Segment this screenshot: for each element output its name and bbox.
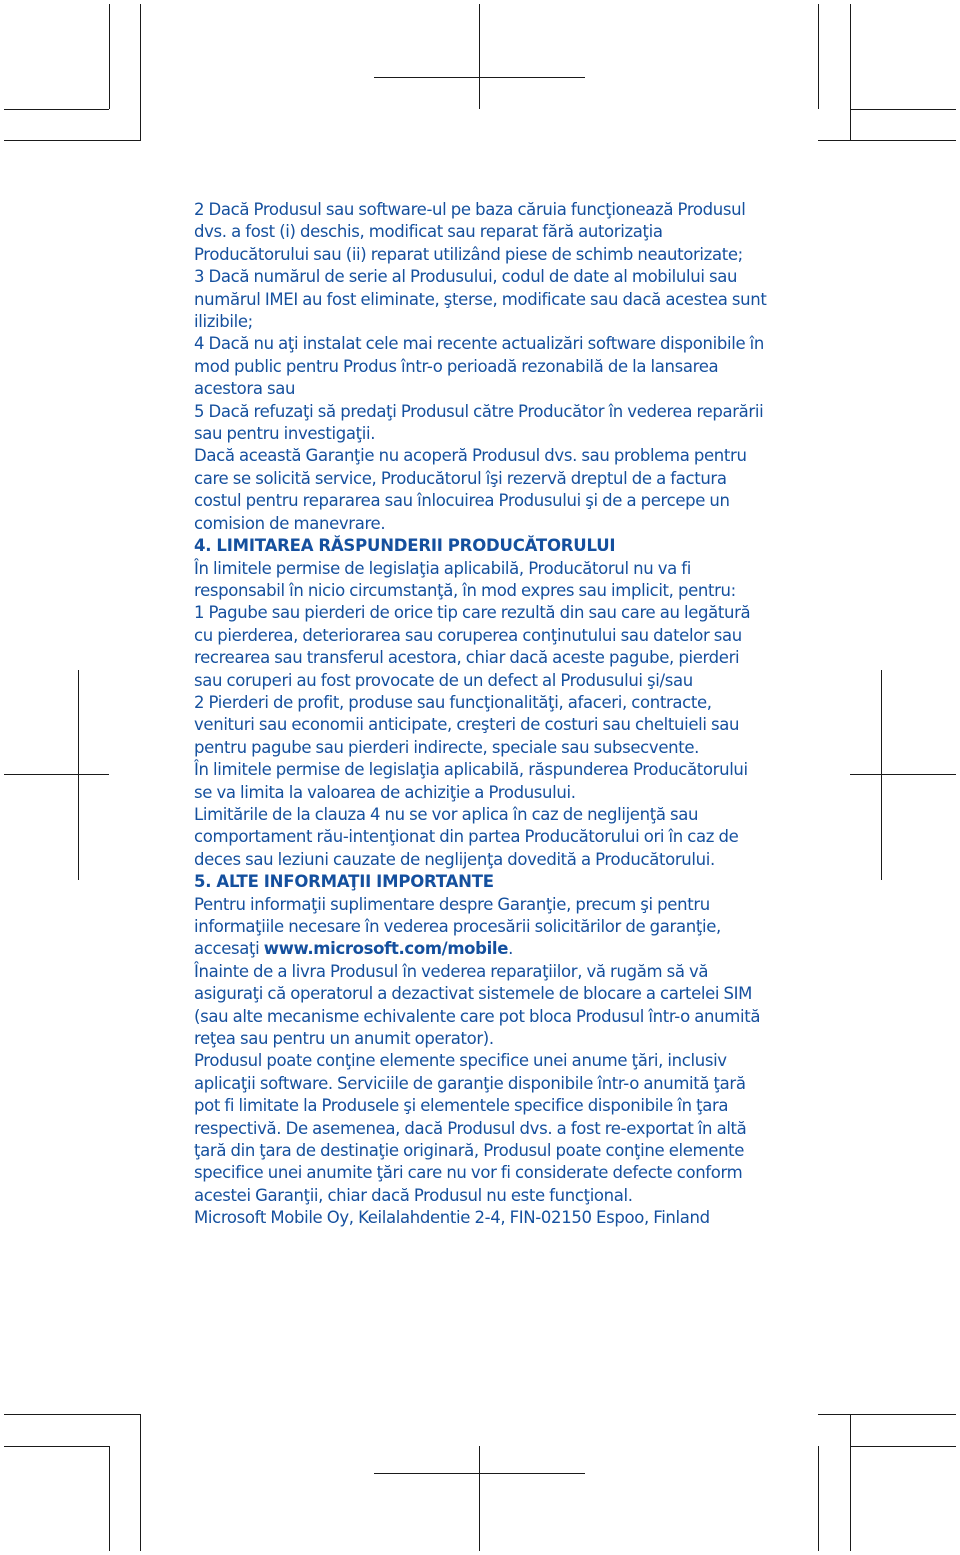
crop-mark-bottom-right-vertical	[818, 1446, 819, 1551]
exclusion-item-2: 2 Dacă Produsul sau software-ul pe baza căruia funcţionează Produsul dvs. a fost (i) deschis, modificat sau reparat fără autorizaţia Producătorului sau (ii) reparat utilizând piese de schimb neautorizate;	[194, 200, 746, 264]
warranty-text-body	[194, 199, 769, 1230]
crop-mark-bottom-left-vertical-2	[140, 1414, 141, 1551]
section-4-heading: 4. LIMITAREA RĂSPUNDERII PRODUCĂTORULUI	[194, 536, 616, 556]
sim-lock-paragraph: Înainte de a livra Produsul în vederea reparaţiilor, vă rugăm să vă asiguraţi că operatorul a dezactivat sistemele de blocare a cartelei SIM (sau alte mecanisme echivalente care pot bloca Produsul într-o anumită reţea sau pentru un anumit operator).	[194, 961, 761, 1049]
manufacturer-address: Microsoft Mobile Oy, Keilalahdentie 2-4, FIN-02150 Espoo, Finland	[194, 1208, 710, 1228]
exclusion-item-4: 4 Dacă nu aţi instalat cele mai recente actualizări software disponibile în mod public pentru Produs într-o perioadă rezonabilă de la lansarea acestora sau	[194, 334, 764, 399]
microsoft-mobile-link[interactable]: www.microsoft.com/mobile	[263, 939, 509, 959]
crop-mark-bottom-left-horizontal	[4, 1446, 109, 1447]
liability-limit-paragraph: În limitele permise de legislaţia aplicabilă, răspunderea Producătorului se va limita la valoarea de achiziţie a Produsului.	[194, 760, 748, 802]
crop-mark-bottom-right-horizontal	[850, 1446, 956, 1447]
crop-mark-top-right-vertical-2	[850, 4, 851, 141]
section-5-heading: 5. ALTE INFORMAŢII IMPORTANTE	[194, 872, 494, 892]
crop-mark-top-left-horizontal	[4, 109, 109, 110]
more-info-paragraph	[194, 894, 769, 961]
crop-mark-top-right-vertical	[818, 4, 819, 109]
crop-mark-top-right-horizontal	[850, 109, 956, 110]
limitations-exception-paragraph: Limitările de la clauza 4 nu se vor aplica în caz de neglijenţă sau comportament rău-intenţionat din partea Producătorului ori în caz de deces sau leziuni cauzate de neglijenţa dovedită a Producătorului.	[194, 804, 739, 869]
more-info-period: .	[508, 939, 513, 959]
crop-mark-middle-left-vertical	[78, 670, 79, 880]
non-covered-service-paragraph: Dacă această Garanţie nu acoperă Produsul dvs. sau problema pentru care se solicită service, Producătorul îşi rezervă dreptul de a factura costul pentru repararea sau înlocuirea Produsului şi de a percepe un comision de manevrare.	[194, 446, 747, 533]
crop-mark-top-left-vertical-2	[140, 4, 141, 141]
crop-mark-top-center-vertical	[479, 4, 480, 109]
crop-mark-top-right-horizontal-2	[818, 140, 956, 141]
exclusion-item-3: 3 Dacă numărul de serie al Produsului, codul de date al mobilului sau numărul IMEI au fost eliminate, şterse, modificate sau dacă acestea sunt ilizibile;	[194, 267, 767, 332]
crop-mark-middle-right-horizontal	[850, 774, 956, 775]
liability-item-2: 2 Pierderi de profit, produse sau funcţionalităţi, afaceri, contracte, venituri sau economii anticipate, creşteri de costuri sau cheltuieli sau pentru pagube sau pierderi indirecte, speciale sau subsecvente.	[194, 692, 740, 757]
crop-mark-middle-right-vertical	[881, 670, 882, 880]
crop-mark-bottom-center-vertical	[479, 1446, 480, 1551]
exclusion-item-5: 5 Dacă refuzaţi să predaţi Produsul către Producător în vederea reparării sau pentru investigaţii.	[194, 401, 764, 444]
crop-mark-bottom-right-vertical-2	[850, 1414, 851, 1551]
liability-item-1: 1 Pagube sau pierderi de orice tip care rezultă din sau care au legătură cu pierderea, deteriorarea sau coruperea conţinutului sau datelor sau recrearea sau transferul acestora, chiar dacă aceste pagube, pierderi sau coruperi au fost provocate de un defect al Produsului şi/sau	[194, 603, 751, 690]
crop-mark-top-left-vertical	[109, 4, 110, 109]
crop-mark-bottom-right-horizontal-2	[818, 1414, 956, 1415]
crop-mark-top-left-horizontal-2	[4, 140, 140, 141]
crop-mark-bottom-left-horizontal-2	[4, 1414, 140, 1415]
more-info-text: Pentru informaţii suplimentare despre Garanţie, precum şi pentru informaţiile necesare în vederea procesării solicitărilor de garanţie, accesaţi	[194, 894, 721, 959]
crop-mark-middle-left-horizontal	[4, 774, 109, 775]
liability-intro-paragraph: În limitele permise de legislaţia aplicabilă, Producătorul nu va fi responsabil în nicio circumstanţă, în mod expres sau implicit, pentru:	[194, 558, 736, 600]
country-specific-paragraph: Produsul poate conţine elemente specifice unei anume ţări, inclusiv aplicaţii software. Serviciile de garanţie disponibile într-o anumită ţară pot fi limitate la Produsele şi elementele specifice disponibile în ţara respectivă. De asemenea, dacă Produsul dvs. a fost re-exportat în altă ţară din ţara de destinaţie originară, Produsul poate conţine elemente specifice unei anumite ţări care nu vor fi considerate defecte conform acestei Garanţii, chiar dacă Produsul nu este funcţional.	[194, 1051, 747, 1205]
crop-mark-bottom-left-vertical	[109, 1446, 110, 1551]
